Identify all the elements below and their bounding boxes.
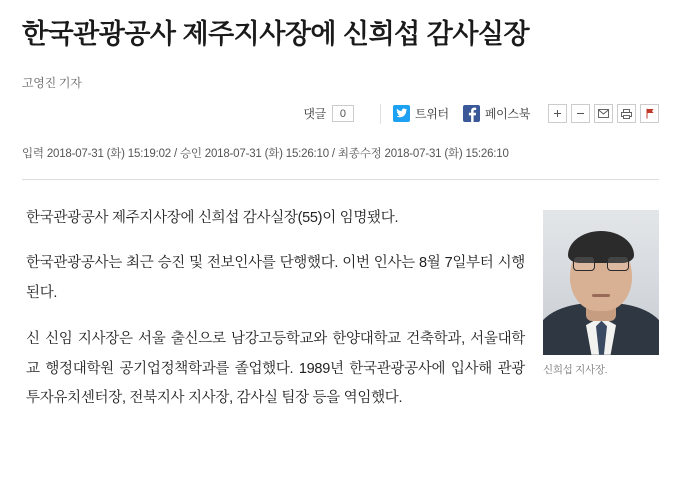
timestamps: 입력 2018-07-31 (화) 15:19:02 / 승인 2018-07-31 (화) 15:26:10 / 최종수정 2018-07-31 (화) 15:26:10 [22,147,509,160]
photo-lens-left [573,256,595,271]
share-group [393,105,544,122]
photo-mouth [592,294,610,297]
comment-label: 댓글 [303,107,326,122]
figure-caption: 신희섭 지사장. [543,363,608,376]
share-twitter-label: 트위터 [414,107,449,122]
tool-button-group [548,104,659,123]
photo-lens-right [607,256,629,271]
font-decrease-button[interactable] [571,104,590,123]
comment-count-badge: 0 [332,105,354,122]
article-paragraph: 한국관광공사 제주지사장에 신희섭 감사실장(55)이 임명됐다. [26,209,399,226]
share-twitter-button[interactable] [393,105,449,122]
page-title: 한국관광공사 제주지사장에 신희섭 감사실장 [22,19,530,49]
portrait-photo [543,210,659,355]
email-icon[interactable] [594,104,613,123]
byline: 고영진 기자 [22,75,82,90]
font-increase-button[interactable] [548,104,567,123]
toolbar-divider [380,104,381,124]
twitter-icon [393,105,410,122]
photo-glasses [573,256,629,271]
share-facebook-label: 페이스북 [484,107,530,122]
article-body [0,180,681,414]
article-figure [543,210,659,377]
report-flag-icon[interactable] [640,104,659,123]
facebook-icon [463,105,480,122]
print-icon[interactable] [617,104,636,123]
comment-button[interactable] [303,105,354,122]
article-paragraph: 한국관광공사는 최근 승진 및 전보인사를 단행했다. 이번 인사는 8월 7일부터 시행된다. [26,255,525,302]
share-facebook-button[interactable] [463,105,530,122]
article-toolbar [0,97,681,131]
photo-glasses-bridge [595,262,607,264]
article-paragraph: 신 신임 지사장은 서울 출신으로 남강고등학교와 한양대학교 건축학과, 서울대학교 행정대학원 공기업정책학과를 졸업했다. 1989년 한국관광공사에 입사해 관광투자유치센터장, 전북지사 지사장, 감사실 팀장 등을 역임했다. [26,330,525,407]
